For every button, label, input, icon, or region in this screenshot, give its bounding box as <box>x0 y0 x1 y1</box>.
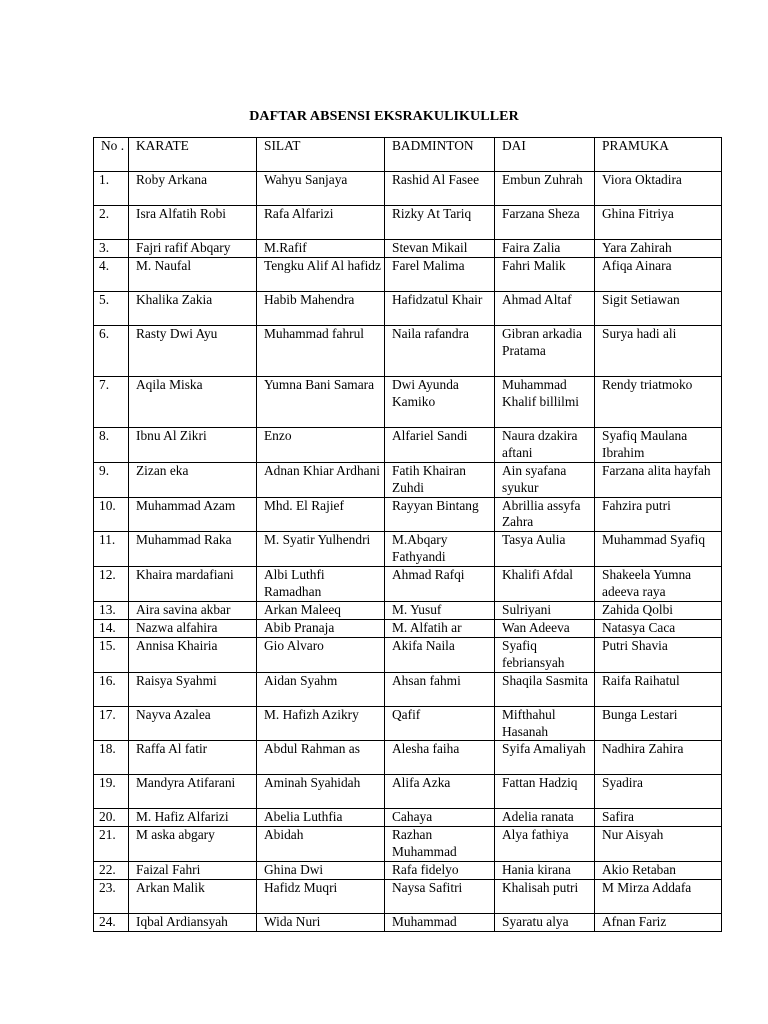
cell-badminton: Alesha faiha <box>385 741 495 775</box>
table-row <box>94 462 722 497</box>
cell-silat: Aminah Syahidah <box>257 775 385 809</box>
cell-no: 20. <box>94 809 129 827</box>
cell-no: 23. <box>94 880 129 914</box>
cell-karate: Faizal Fahri <box>129 862 257 880</box>
cell-pramuka: Nadhira Zahira <box>595 741 722 775</box>
cell-dai: Syafiq febriansyah <box>495 637 595 672</box>
cell-pramuka: Farzana alita hayfah <box>595 462 722 497</box>
cell-dai: Muhammad Khalif billilmi <box>495 376 595 427</box>
cell-dai: Syaratu alya <box>495 914 595 932</box>
cell-dai: Embun Zuhrah <box>495 172 595 206</box>
cell-pramuka: Raifa Raihatul <box>595 672 722 706</box>
cell-dai: Fahri Malik <box>495 257 595 291</box>
cell-karate: Aqila Miska <box>129 376 257 427</box>
cell-badminton: Stevan Mikail <box>385 240 495 258</box>
cell-dai: Alya fathiya <box>495 827 595 862</box>
cell-karate: M aska abgary <box>129 827 257 862</box>
cell-silat: Abelia Luthfia <box>257 809 385 827</box>
cell-dai: Faira Zalia <box>495 240 595 258</box>
header-badminton: BADMINTON <box>385 138 495 172</box>
cell-karate: Fajri rafif Abqary <box>129 240 257 258</box>
table-row <box>94 827 722 862</box>
cell-no: 1. <box>94 172 129 206</box>
cell-pramuka: Safira <box>595 809 722 827</box>
cell-silat: Abib Pranaja <box>257 619 385 637</box>
cell-dai: Abrillia assyfa Zahra <box>495 497 595 532</box>
cell-badminton: Rizky At Tariq <box>385 206 495 240</box>
cell-badminton: Razhan Muhammad <box>385 827 495 862</box>
cell-no: 17. <box>94 706 129 741</box>
cell-no: 5. <box>94 291 129 325</box>
cell-silat: M. Hafizh Azikry <box>257 706 385 741</box>
cell-dai: Syifa Amaliyah <box>495 741 595 775</box>
cell-badminton: Ahsan fahmi <box>385 672 495 706</box>
table-row <box>94 206 722 240</box>
table-row <box>94 637 722 672</box>
cell-dai: Shaqila Sasmita <box>495 672 595 706</box>
cell-silat: Gio Alvaro <box>257 637 385 672</box>
cell-badminton: Dwi Ayunda Kamiko <box>385 376 495 427</box>
cell-silat: Enzo <box>257 427 385 462</box>
cell-no: 22. <box>94 862 129 880</box>
cell-karate: M. Hafiz Alfarizi <box>129 809 257 827</box>
cell-pramuka: Surya hadi ali <box>595 325 722 376</box>
cell-karate: Nazwa alfahira <box>129 619 257 637</box>
cell-karate: Annisa Khairia <box>129 637 257 672</box>
table-row <box>94 532 722 567</box>
cell-no: 4. <box>94 257 129 291</box>
cell-silat: Hafidz Muqri <box>257 880 385 914</box>
cell-no: 2. <box>94 206 129 240</box>
cell-no: 19. <box>94 775 129 809</box>
cell-badminton: Rayyan Bintang <box>385 497 495 532</box>
cell-pramuka: Bunga Lestari <box>595 706 722 741</box>
cell-badminton: Qafif <box>385 706 495 741</box>
cell-no: 14. <box>94 619 129 637</box>
cell-dai: Gibran arkadia Pratama <box>495 325 595 376</box>
cell-karate: Raisya Syahmi <box>129 672 257 706</box>
cell-no: 16. <box>94 672 129 706</box>
table-row <box>94 741 722 775</box>
cell-dai: Wan Adeeva <box>495 619 595 637</box>
cell-pramuka: Akio Retaban <box>595 862 722 880</box>
header-silat: SILAT <box>257 138 385 172</box>
cell-pramuka: Muhammad Syafiq <box>595 532 722 567</box>
cell-badminton: Hafidzatul Khair <box>385 291 495 325</box>
table-row <box>94 880 722 914</box>
cell-badminton: Rashid Al Fasee <box>385 172 495 206</box>
cell-karate: Zizan eka <box>129 462 257 497</box>
cell-pramuka: Putri Shavia <box>595 637 722 672</box>
cell-pramuka: Zahida Qolbi <box>595 601 722 619</box>
table-row <box>94 706 722 741</box>
cell-karate: Iqbal Ardiansyah <box>129 914 257 932</box>
cell-silat: Adnan Khiar Ardhani <box>257 462 385 497</box>
cell-karate: Aira savina akbar <box>129 601 257 619</box>
table-row <box>94 775 722 809</box>
cell-no: 7. <box>94 376 129 427</box>
header-dai: DAI <box>495 138 595 172</box>
cell-pramuka: Afiqa Ainara <box>595 257 722 291</box>
cell-dai: Khalisah putri <box>495 880 595 914</box>
table-row <box>94 619 722 637</box>
cell-dai: Khalifi Afdal <box>495 567 595 602</box>
cell-no: 11. <box>94 532 129 567</box>
table-row <box>94 672 722 706</box>
cell-karate: Muhammad Raka <box>129 532 257 567</box>
cell-pramuka: Sigit Setiawan <box>595 291 722 325</box>
table-row <box>94 601 722 619</box>
table-row <box>94 172 722 206</box>
cell-badminton: Alifa Azka <box>385 775 495 809</box>
cell-pramuka: Ghina Fitriya <box>595 206 722 240</box>
cell-dai: Ahmad Altaf <box>495 291 595 325</box>
cell-badminton: Rafa fidelyo <box>385 862 495 880</box>
cell-no: 3. <box>94 240 129 258</box>
cell-silat: Rafa Alfarizi <box>257 206 385 240</box>
table-row <box>94 567 722 602</box>
cell-badminton: Cahaya <box>385 809 495 827</box>
header-no: No . <box>94 138 129 172</box>
header-karate: KARATE <box>129 138 257 172</box>
cell-pramuka: M Mirza Addafa <box>595 880 722 914</box>
table-row <box>94 497 722 532</box>
cell-no: 6. <box>94 325 129 376</box>
cell-karate: Muhammad Azam <box>129 497 257 532</box>
cell-dai: Mifthahul Hasanah <box>495 706 595 741</box>
cell-silat: Yumna Bani Samara <box>257 376 385 427</box>
cell-karate: Raffa Al fatir <box>129 741 257 775</box>
cell-karate: Ibnu Al Zikri <box>129 427 257 462</box>
cell-badminton: Farel Malima <box>385 257 495 291</box>
cell-badminton: Muhammad <box>385 914 495 932</box>
header-row <box>94 138 722 172</box>
cell-pramuka: Shakeela Yumna adeeva raya <box>595 567 722 602</box>
cell-pramuka: Syadira <box>595 775 722 809</box>
table-row <box>94 427 722 462</box>
cell-badminton: M.Abqary Fathyandi <box>385 532 495 567</box>
cell-silat: Arkan Maleeq <box>257 601 385 619</box>
cell-karate: Isra Alfatih Robi <box>129 206 257 240</box>
cell-badminton: Naila rafandra <box>385 325 495 376</box>
cell-silat: Abdul Rahman as <box>257 741 385 775</box>
cell-silat: Habib Mahendra <box>257 291 385 325</box>
table-body <box>94 172 722 932</box>
cell-no: 18. <box>94 741 129 775</box>
cell-karate: Nayva Azalea <box>129 706 257 741</box>
cell-pramuka: Rendy triatmoko <box>595 376 722 427</box>
cell-silat: Tengku Alif Al hafidz <box>257 257 385 291</box>
page-title: DAFTAR ABSENSI EKSRAKULIKULLER <box>249 109 519 124</box>
attendance-table <box>93 137 722 932</box>
cell-pramuka: Afnan Fariz <box>595 914 722 932</box>
cell-silat: Aidan Syahm <box>257 672 385 706</box>
cell-dai: Tasya Aulia <box>495 532 595 567</box>
table-row <box>94 240 722 258</box>
table-row <box>94 809 722 827</box>
cell-badminton: Ahmad Rafqi <box>385 567 495 602</box>
cell-karate: Mandyra Atifarani <box>129 775 257 809</box>
cell-badminton: Alfariel Sandi <box>385 427 495 462</box>
cell-badminton: M. Alfatih ar <box>385 619 495 637</box>
cell-dai: Fattan Hadziq <box>495 775 595 809</box>
cell-silat: Muhammad fahrul <box>257 325 385 376</box>
cell-silat: Mhd. El Rajief <box>257 497 385 532</box>
cell-silat: Albi Luthfi Ramadhan <box>257 567 385 602</box>
cell-dai: Ain syafana syukur <box>495 462 595 497</box>
cell-no: 21. <box>94 827 129 862</box>
cell-badminton: Fatih Khairan Zuhdi <box>385 462 495 497</box>
cell-pramuka: Viora Oktadira <box>595 172 722 206</box>
cell-pramuka: Yara Zahirah <box>595 240 722 258</box>
table-row <box>94 291 722 325</box>
table-row <box>94 257 722 291</box>
header-pramuka: PRAMUKA <box>595 138 722 172</box>
cell-dai: Naura dzakira aftani <box>495 427 595 462</box>
cell-no: 15. <box>94 637 129 672</box>
cell-dai: Hania kirana <box>495 862 595 880</box>
cell-karate: Rasty Dwi Ayu <box>129 325 257 376</box>
cell-badminton: Akifa Naila <box>385 637 495 672</box>
cell-dai: Farzana Sheza <box>495 206 595 240</box>
cell-pramuka: Nur Aisyah <box>595 827 722 862</box>
cell-karate: Khalika Zakia <box>129 291 257 325</box>
cell-karate: M. Naufal <box>129 257 257 291</box>
cell-pramuka: Fahzira putri <box>595 497 722 532</box>
cell-no: 12. <box>94 567 129 602</box>
cell-silat: Wida Nuri <box>257 914 385 932</box>
table-row <box>94 325 722 376</box>
cell-silat: M.Rafif <box>257 240 385 258</box>
cell-no: 24. <box>94 914 129 932</box>
cell-karate: Roby Arkana <box>129 172 257 206</box>
table-row <box>94 862 722 880</box>
cell-no: 9. <box>94 462 129 497</box>
cell-silat: Wahyu Sanjaya <box>257 172 385 206</box>
cell-silat: Abidah <box>257 827 385 862</box>
cell-no: 8. <box>94 427 129 462</box>
cell-silat: Ghina Dwi <box>257 862 385 880</box>
cell-pramuka: Natasya Caca <box>595 619 722 637</box>
table-row <box>94 914 722 932</box>
cell-no: 13. <box>94 601 129 619</box>
cell-silat: M. Syatir Yulhendri <box>257 532 385 567</box>
cell-pramuka: Syafiq Maulana Ibrahim <box>595 427 722 462</box>
table-row <box>94 376 722 427</box>
cell-badminton: M. Yusuf <box>385 601 495 619</box>
cell-no: 10. <box>94 497 129 532</box>
cell-dai: Sulriyani <box>495 601 595 619</box>
cell-badminton: Naysa Safitri <box>385 880 495 914</box>
cell-karate: Arkan Malik <box>129 880 257 914</box>
cell-karate: Khaira mardafiani <box>129 567 257 602</box>
cell-dai: Adelia ranata <box>495 809 595 827</box>
